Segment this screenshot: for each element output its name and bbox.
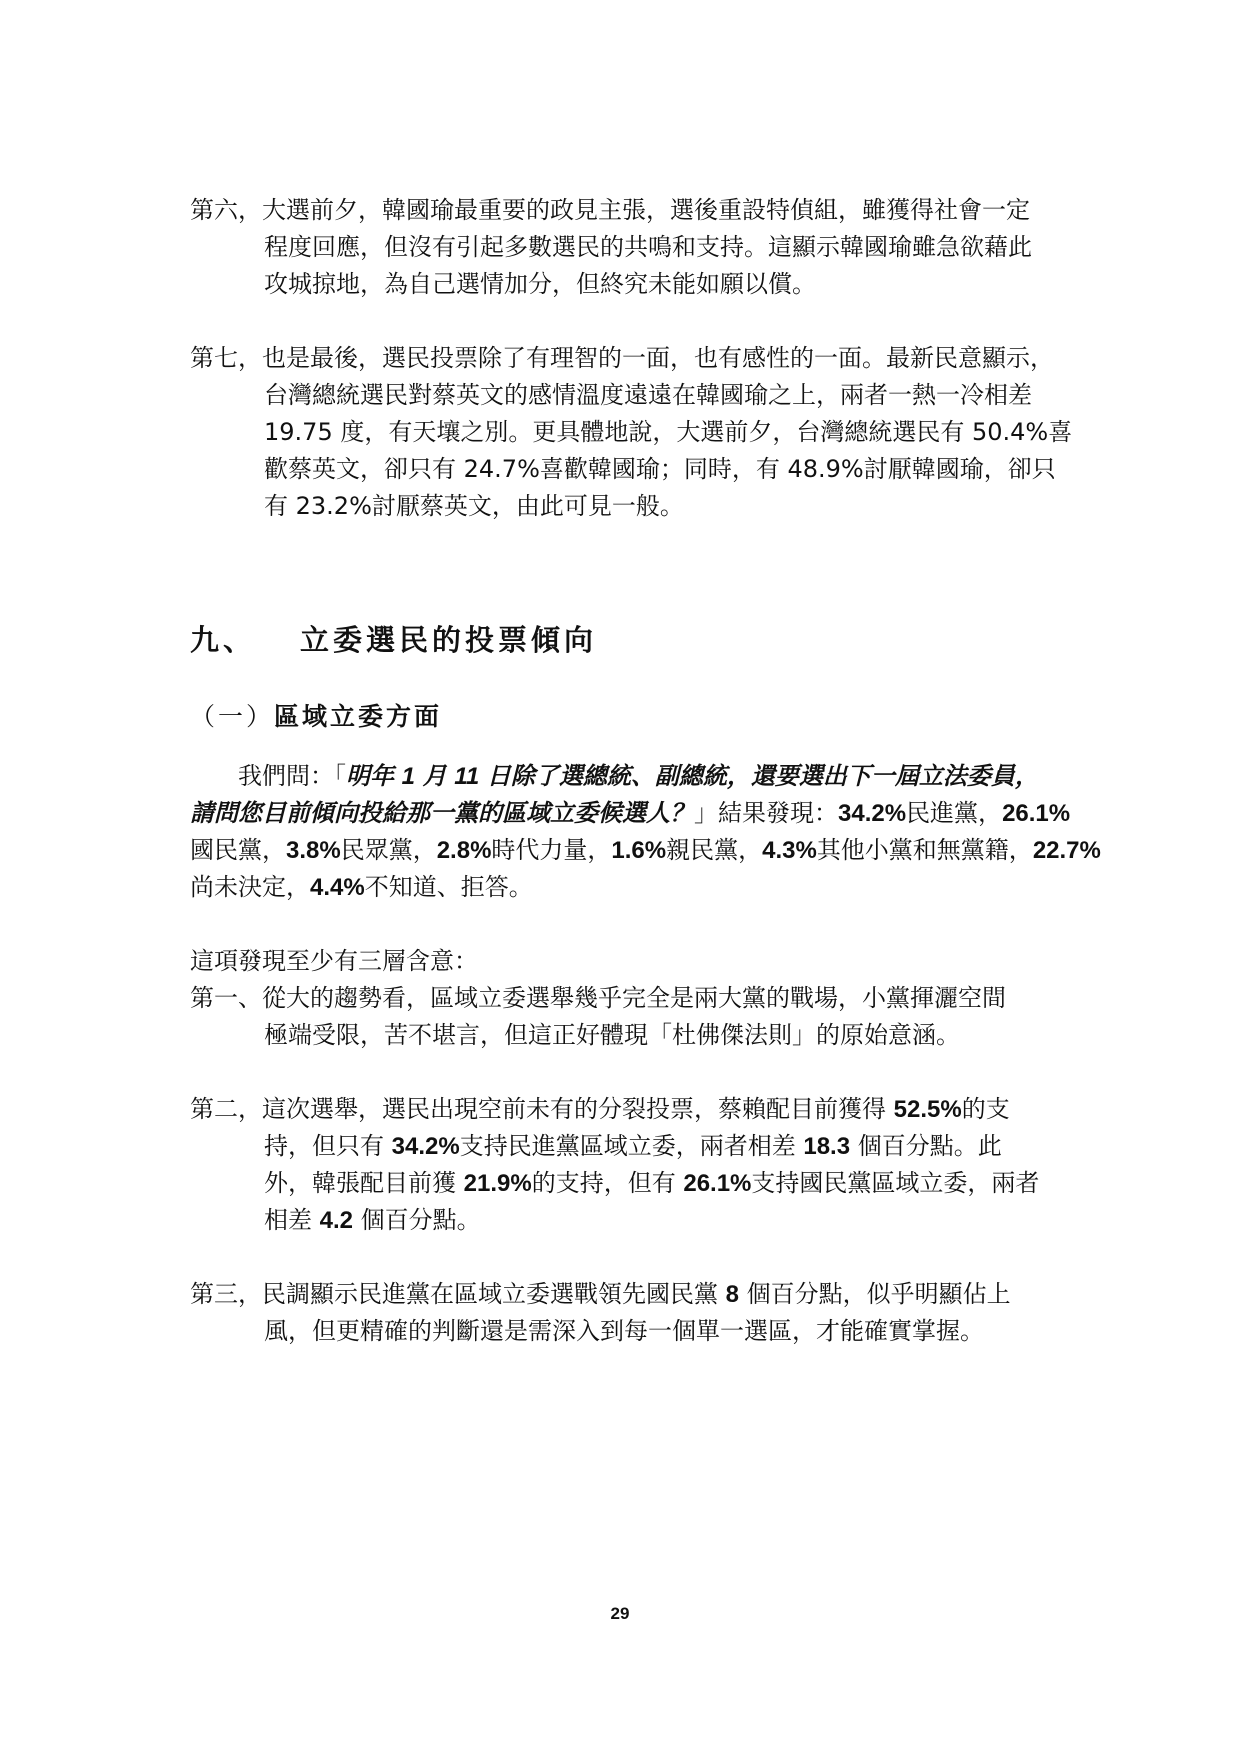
text-line (190, 832, 1101, 869)
text-line: 第七，也是最後，選民投票除了有理智的一面，也有感性的一面。最新民意顯示， (190, 344, 1054, 372)
text-run: 個百分點。此 (857, 1132, 1002, 1160)
question-text: 明年 (346, 762, 394, 790)
text-line: 程度回應，但沒有引起多數選民的共鳴和支持。這顯示韓國瑜雖急欲藉此 (264, 233, 1032, 261)
percent-value: 34.2% (391, 1133, 460, 1160)
percent-value: 34.2% (838, 800, 907, 827)
text-run: 個百分點，似乎明顯佔上 (746, 1280, 1011, 1308)
text-run: 民進黨， (906, 799, 1003, 827)
text-run: 外，韓張配目前獲 (264, 1169, 456, 1197)
text-line: 極端受限，苦不堪言，但這正好體現「杜佛傑法則」的原始意涵。 (264, 1021, 960, 1049)
text-run: 的支持，但有 (531, 1169, 676, 1197)
text-run: 不知道、拒答。 (364, 873, 533, 901)
text-run: 民眾黨， (340, 836, 437, 864)
subsection-title: 區域立委方面 (274, 702, 443, 731)
paragraph-second (190, 1091, 1060, 1239)
percent-value: 22.7% (1032, 837, 1101, 864)
number-value: 8 (725, 1281, 739, 1308)
text-run: 支持國民黨區域立委，兩者 (751, 1169, 1040, 1197)
percent-value: 1.6% (611, 837, 667, 864)
paragraph-first (190, 980, 1060, 1054)
paragraph-intro (190, 943, 1060, 980)
text-line (190, 1091, 1060, 1128)
text-run: 第三，民調顯示民進黨在區域立委選戰領先國民黨 (190, 1280, 718, 1308)
text-run: 」結果發現： (694, 799, 838, 827)
text-run: 時代力量， (491, 836, 612, 864)
paragraph-seventh (190, 340, 1073, 525)
text-line: 第一、從大的趨勢看，區域立委選舉幾乎完全是兩大黨的戰場，小黨揮灑空間 (190, 984, 1006, 1012)
page-number: 29 (610, 1604, 630, 1623)
text-line: 19.75 度，有天壤之別。更具體地說，大選前夕，台灣總統選民有 50.4%喜 (264, 418, 1073, 446)
subsection-heading (190, 697, 442, 733)
text-run: 相差 (264, 1206, 312, 1234)
percent-value: 4.4% (310, 874, 365, 901)
text-line (190, 795, 1071, 832)
text-line (190, 1202, 1060, 1239)
text-run: 支持民進黨區域立委，兩者相差 (459, 1132, 796, 1160)
text-run: 持，但只有 (264, 1132, 384, 1160)
text-line: 台灣總統選民對蔡英文的感情溫度遠遠在韓國瑜之上，兩者一熱一冷相差 (264, 381, 1032, 409)
text-line: 這項發現至少有三層含意： (190, 947, 478, 975)
text-run: 尚未決定， (190, 873, 310, 901)
text-run: 其他小黨和無黨籍， (816, 836, 1033, 864)
paragraph-third (190, 1276, 1060, 1350)
percent-value: 52.5% (893, 1096, 962, 1123)
text-line: 風，但更精確的判斷還是需深入到每一個單一選區，才能確實掌握。 (264, 1317, 984, 1345)
text-line (190, 1128, 1060, 1165)
section-title: 立委選民的投票傾向 (300, 623, 598, 657)
text-run: 第二，這次選舉，選民出現空前未有的分裂投票，蔡賴配目前獲得 (190, 1095, 886, 1123)
text-line: 有 23.2%討厭蔡英文，由此可見一般。 (264, 492, 684, 520)
subsection-number: （一） (190, 702, 275, 731)
number-value: 18.3 (803, 1133, 851, 1160)
number-value: 4.2 (319, 1207, 354, 1234)
percent-value: 21.9% (463, 1170, 532, 1197)
question-number: 11 (454, 763, 480, 790)
text-line (190, 869, 1060, 906)
percent-value: 2.8% (436, 837, 492, 864)
percent-value: 4.3% (762, 837, 817, 864)
text-run: 我們問：「 (238, 762, 346, 790)
section-number: 九、 (190, 623, 257, 657)
text-line: 第六，大選前夕，韓國瑜最重要的政見主張，選後重設特偵組，雖獲得社會一定 (190, 196, 1030, 224)
text-run: 親民黨， (666, 836, 763, 864)
paragraph-sixth (190, 192, 1060, 303)
section-heading (190, 618, 597, 659)
paragraph-question (190, 758, 1101, 906)
question-number: 1 (401, 763, 415, 790)
text-run: 個百分點。 (360, 1206, 481, 1234)
text-run: 國民黨， (190, 836, 286, 864)
percent-value: 3.8% (286, 837, 341, 864)
text-line (190, 1276, 1060, 1313)
text-line (190, 758, 1060, 795)
question-text: 月 (422, 762, 447, 790)
text-line: 歡蔡英文，卻只有 24.7%喜歡韓國瑜；同時，有 48.9%討厭韓國瑜，卻只 (264, 455, 1056, 483)
question-text: 請問您目前傾向投給那一黨的區域立委候選人？ (190, 799, 694, 827)
text-line: 攻城掠地，為自己選情加分，但終究未能如願以償。 (264, 270, 816, 298)
percent-value: 26.1% (1002, 800, 1071, 827)
question-text: 日除了選總統、副總統，還要選出下一屆立法委員， (486, 762, 1039, 790)
text-run: 的支 (961, 1095, 1010, 1123)
text-line (190, 1165, 1060, 1202)
percent-value: 26.1% (683, 1170, 752, 1197)
